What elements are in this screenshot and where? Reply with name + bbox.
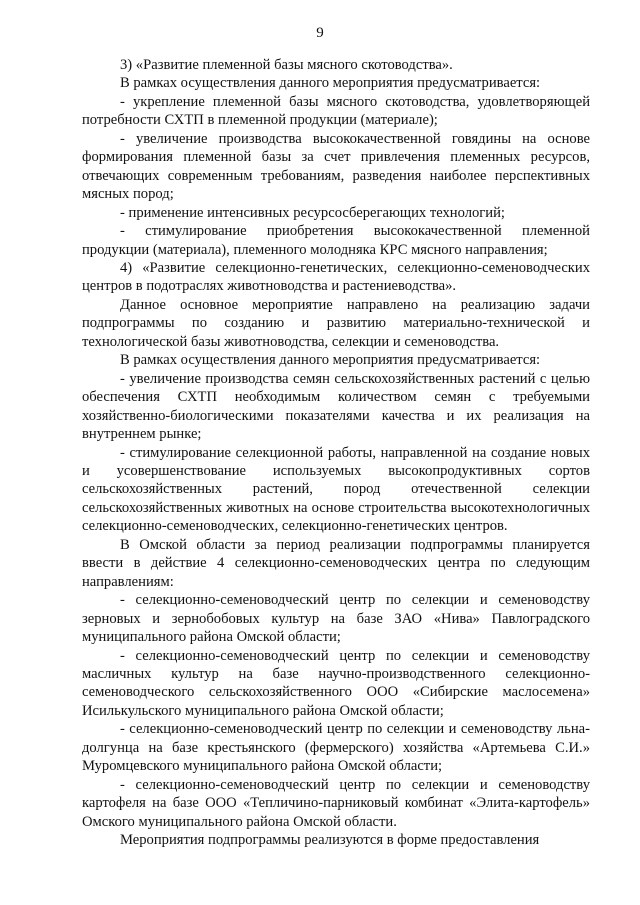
page-number: 9	[316, 25, 324, 41]
list-item: - укрепление племенной базы мясного скотоводства, удовлетворяющей потребности СХТП в племенной продукции (материале);	[82, 93, 590, 129]
paragraph-section-3-heading: 3) «Развитие племенной базы мясного скотоводства».	[120, 57, 453, 73]
list-item: - стимулирование приобретения высококачественной племенной продукции (материала), племенного молодняка КРС мясного направления;	[82, 223, 590, 258]
paragraph: В рамках осуществления данного мероприятия предусматривается:	[120, 352, 541, 369]
list-item: - применение интенсивных ресурсосберегающих технологий;	[120, 204, 505, 221]
document-body	[82, 56, 590, 849]
list-item: - селекционно-семеноводческий центр по селекции и семеноводству картофеля на базе ООО «Тепличино-парниковый комбинат «Элита-картофель» Омского муниципального района Омской области.	[82, 776, 590, 830]
list-item: - селекционно-семеноводческий центр по селекции и семеноводству льна-долгунца на базе крестьянского (фермерского) хозяйства «Артемьева С.И.» Муромцевского муниципального района Омской области;	[82, 721, 590, 775]
paragraph-section-4-heading: 4) «Развитие селекционно-генетических, селекционно-семеноводческих центров в подотраслях животноводства и растениеводства».	[82, 259, 590, 295]
list-item: - увеличение производства семян сельскохозяйственных растений с целью обеспечения СХТП необходимым количеством семян с требуемыми хозяйственно-биологическими показателями качества и их реализация на внутреннем рынке;	[82, 370, 590, 443]
list-item: - селекционно-семеноводческий центр по селекции и семеноводству зерновых и зернобобовых культур на базе ЗАО «Нива» Павлоградского муниципального района Омской области;	[82, 592, 590, 646]
list-item: - селекционно-семеноводческий центр по селекции и семеноводству масличных культур на базе научно-производственного селекционно-семеноводческого сельскохозяйственного ООО «Сибирские маслосемена» Исилькульского муниципального района Омской области;	[82, 647, 590, 719]
paragraph: В Омской области за период реализации подпрограммы планируется ввести в действие 4 селекционно-семеноводческих центра по следующим направлениям:	[82, 536, 590, 590]
paragraph: Мероприятия подпрограммы реализуются в форме предоставления	[120, 832, 540, 849]
list-item: - увеличение производства высококачественной говядины на основе формирования племенной базы за счет привлечения племенных ресурсов, отвечающих современным требованиям, разведения наиболее перспективных мясных пород;	[82, 130, 590, 203]
paragraph: Данное основное мероприятие направлено на реализацию задачи подпрограммы по созданию и развитию материально-технической и технологической базы животноводства, селекции и семеноводства.	[82, 296, 590, 350]
paragraph: В рамках осуществления данного мероприятия предусматривается:	[120, 75, 541, 92]
list-item: - стимулирование селекционной работы, направленной на создание новых и усовершенствование используемых высокопродуктивных сортов сельскохозяйственных растений, пород отечественной селекции сельскохозяйственных животных на основе строительства высокотехнологичных селекционно-семеноводческих, селекционно-генетических центров.	[82, 444, 590, 535]
